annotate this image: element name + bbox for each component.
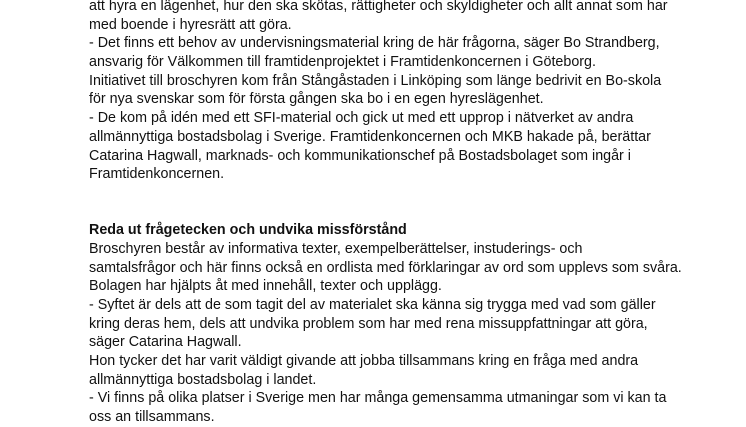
document-page [89, 0, 739, 427]
text-line: Framtidenkoncernen. [89, 166, 225, 183]
text-line: ansvarig för Välkommen till framtidenprojektet i Framtidenkoncernen i Göteborg. [89, 54, 596, 71]
text-line: för nya svenskar som för första gången ska bo i en egen hyreslägenhet. [89, 91, 544, 108]
text-line: allmännyttiga bostadsbolag i Sverige. Framtidenkoncernen och MKB hakade på, berättar [89, 128, 651, 145]
paragraph-intro [89, 0, 739, 184]
spacer [89, 203, 739, 222]
text-line: Hon tycker det har varit väldigt givande att jobba tillsammans kring en fråga med andra [89, 353, 639, 370]
text-line: att hyra en lägenhet, hur den ska skötas, rättigheter och skyldigheter och allt annat som har [89, 0, 668, 14]
text-line: Bolagen har hjälpts åt med innehåll, texter och upplägg. [89, 278, 442, 295]
text-line: - Det finns ett behov av undervisningsmaterial kring de här frågorna, säger Bo Strandberg, [89, 35, 660, 52]
text-line: Catarina Hagwall, marknads- och kommunikationschef på Bostadsbolaget som ingår i [89, 147, 631, 164]
text-line: samtalsfrågor och här finns också en ordlista med förklaringar av ord som upplevs som svåra. [89, 259, 682, 276]
text-line: - Vi finns på olika platser i Sverige men har många gemensamma utmaningar som vi kan ta [89, 390, 667, 407]
text-line: med boende i hyresrätt att göra. [89, 16, 292, 33]
text-line: kring deras hem, dels att undvika problem som har med rena missuppfattningar att göra, [89, 315, 648, 332]
text-line: - Syftet är dels att de som tagit del av materialet ska känna sig trygga med vad som gäller [89, 297, 656, 313]
spacer [89, 184, 739, 203]
text-line: allmännyttiga bostadsbolag i landet. [89, 371, 317, 388]
text-line: säger Catarina Hagwall. [89, 334, 242, 351]
section [89, 221, 739, 427]
text-line: - De kom på idén med ett SFI-material och gick ut med ett upprop i nätverket av andra [89, 110, 634, 127]
text-line: Broschyren består av informativa texter, exempelberättelser, instuderings- och [89, 240, 583, 257]
section-heading: Reda ut frågetecken och undvika missförstånd [89, 222, 407, 239]
text-line: Initiativet till broschyren kom från Stångåstaden i Linköping som länge bedrivit en Bo-skola [89, 72, 662, 89]
text-line: oss an tillsammans. [89, 409, 215, 426]
